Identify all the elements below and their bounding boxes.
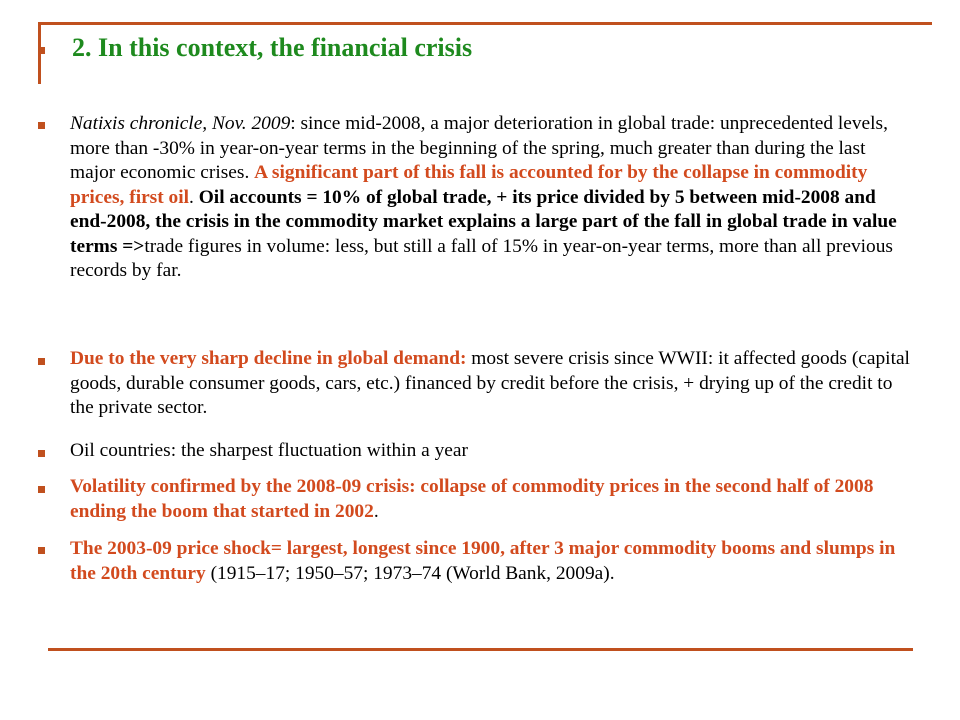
bottom-rule — [48, 648, 913, 651]
bullet-2-text: Due to the very sharp decline in global demand: most severe crisis since WWII: it affected goods (capital goods, durable consumer goods, cars, etc.) financed by credit before the crisis, + drying up of the credit to the private sector. — [70, 348, 910, 418]
page-title: 2. In this context, the financial crisis — [72, 33, 473, 62]
highlight-text: The 2003-09 price shock= largest, longest since 1900, after 3 major commodity booms and slumps in the 20th century — [70, 538, 896, 584]
highlight-text: A significant part of this fall is accounted for by the collapse in commodity prices, first oil — [70, 162, 868, 208]
bullet-5-text: The 2003-09 price shock= largest, longest since 1900, after 3 major commodity booms and slumps in the 20th century (1915–17; 1950–57; 1973–74 (World Bank, 2009a). — [70, 538, 896, 584]
highlight-text: Volatility confirmed by the 2008-09 crisis: collapse of commodity prices in the second half of 2008 ending the boom that started in 2002 — [70, 476, 874, 522]
top-rule — [38, 22, 932, 25]
source-citation: Natixis chronicle, Nov. 2009 — [70, 113, 291, 134]
bullet-icon — [38, 358, 45, 365]
bullet-icon — [38, 450, 45, 457]
bold-text: Oil accounts = 10% of global trade, + its price divided by 5 between mid-2008 and end-2008, the crisis in the commodity market explains a large part of the fall in global trade in value terms => — [70, 186, 897, 257]
bullet-3-text: Oil countries: the sharpest fluctuation within a year — [70, 440, 468, 461]
bullet-1-text: Natixis chronicle, Nov. 2009: since mid-2008, a major deterioration in global trade: unprecedented levels, more than -30% in year-on-year terms in the beginning of the spring, much greater than during the last major economic crises. A significant part of this fall is accounted for by the collapse in commodity prices, first oil. Oil accounts = 10% of global trade, + its price divided by 5 between mid-2008 and end-2008, the crisis in the commodity market explains a large part of the fall in global trade in value terms =>trade figures in volume: less, but still a fall of 15% in year-on-year terms, more than all previous records by far. — [70, 113, 897, 281]
title-bullet-icon — [38, 47, 45, 54]
bullet-icon — [38, 547, 45, 554]
bullet-icon — [38, 486, 45, 493]
highlight-text: Due to the very sharp decline in global demand: — [70, 348, 467, 369]
bullet-icon — [38, 122, 45, 129]
bullet-4-text: Volatility confirmed by the 2008-09 crisis: collapse of commodity prices in the second half of 2008 ending the boom that started in 2002. — [70, 476, 874, 522]
